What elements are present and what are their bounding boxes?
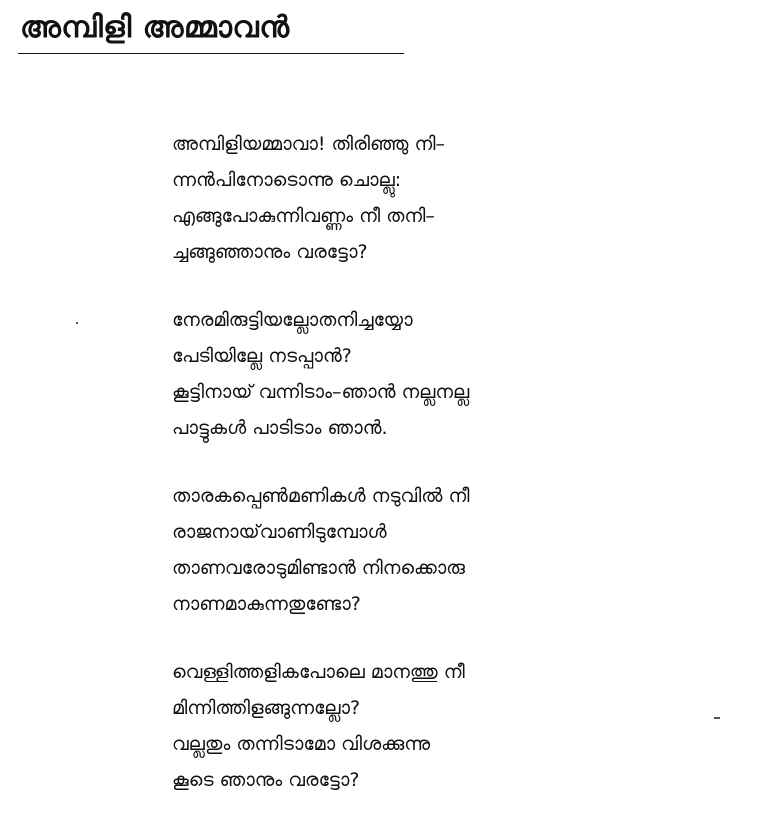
poem-line: താണവരോടുമിണ്ടാൻ നിനക്കൊരു: [172, 557, 465, 579]
poem-line: ന്നൻപിനോടൊന്നു ചൊല്ലു:: [172, 169, 402, 191]
poem-line: മിന്നിത്തിളങ്ങുന്നല്ലോ?: [172, 697, 361, 719]
title-underline: [18, 53, 404, 54]
scan-speck: [714, 717, 720, 719]
poem-body: [172, 126, 732, 830]
scan-speck: [76, 322, 78, 324]
poem-line: കൂട്ടിനായ് വന്നിടാം–ഞാൻ നല്ലനല്ല: [172, 381, 470, 403]
poem-line: അമ്പിളിയമ്മാവാ! തിരിഞ്ഞു നി–: [172, 133, 445, 155]
poem-line: നേരമിരുട്ടിയല്ലോതനിച്ചയ്യോ: [172, 309, 413, 331]
stanza-1: [172, 126, 732, 270]
stanza-2: [172, 302, 732, 446]
stanza-3: [172, 478, 732, 622]
poem-line: പാട്ടുകൾ പാടിടാം ഞാൻ.: [172, 417, 388, 439]
poem-line: കൂടെ ഞാനും വരട്ടോ?: [172, 769, 360, 791]
poem-line: പേടിയില്ലേ നടപ്പാൻ?: [172, 345, 352, 367]
stanza-4: [172, 654, 732, 798]
poem-line: ച്ചങ്ങുഞ്ഞാനും വരട്ടോ?: [172, 241, 368, 263]
poem-title: അമ്പിളി അമ്മാവൻ: [20, 10, 290, 45]
poem-line: നാണമാകുന്നതുണ്ടോ?: [172, 593, 361, 615]
poem-line: താരകപ്പെൺമണികൾ നടുവിൽ നീ: [172, 485, 470, 507]
poem-line: വല്ലതും തന്നിടാമോ വിശക്കുന്നു: [172, 733, 431, 755]
poem-line: വെള്ളിത്തളികപോലെ മാനത്തു നീ: [172, 661, 465, 683]
poem-line: എങ്ങുപോകുന്നിവണ്ണം നീ തനി–: [172, 205, 435, 227]
poem-line: രാജനായ്‌വാണിടുമ്പോൾ: [172, 521, 387, 543]
